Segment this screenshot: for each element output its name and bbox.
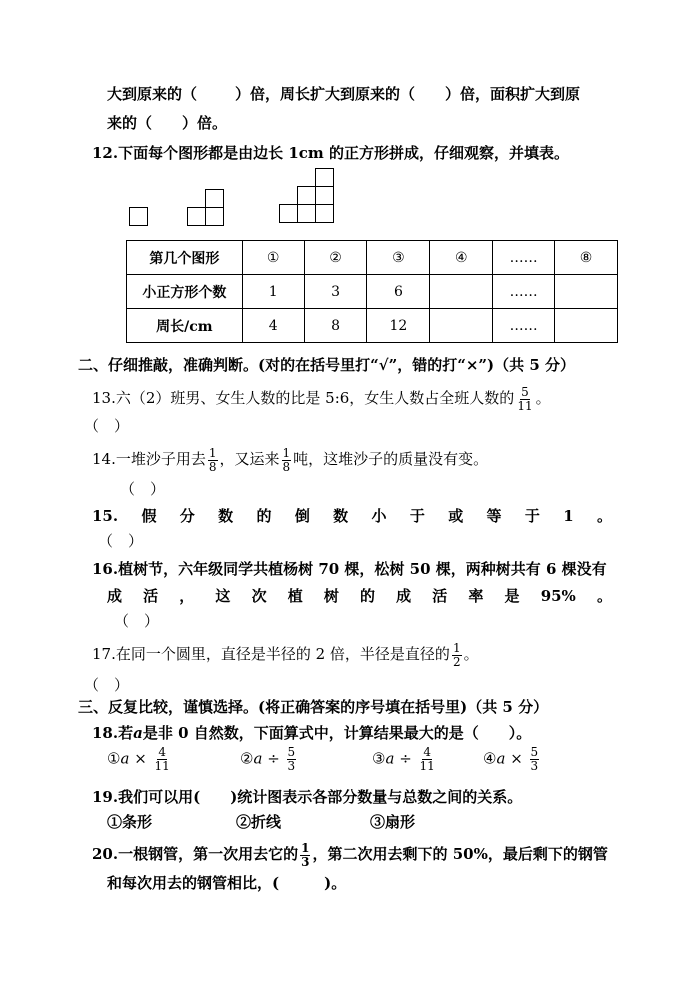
option-var: a — [385, 749, 395, 768]
denominator: 11 — [517, 398, 533, 413]
q14-text-a: 14.一堆沙子用去 — [92, 450, 206, 468]
q15-char: 倒 — [294, 507, 310, 525]
q16-char: 植 — [287, 587, 303, 605]
q11-text-a: 大到原来的（ — [107, 85, 198, 103]
table-header: ③ — [367, 241, 430, 275]
q15-char: 小 — [371, 507, 387, 525]
q18-text-b: 是非 0 自然数，下面算式中，计算结果最大的是（ ）。 — [142, 724, 532, 742]
table-cell: 3 — [304, 275, 367, 309]
q15-char: 分 — [179, 507, 195, 525]
table-row — [127, 309, 618, 343]
numerator: 1 — [208, 445, 217, 460]
section-3-title: 三、反复比较，谨慎选择。(将正确答案的序号填在括号里)（共 5 分） — [78, 698, 549, 716]
q13 — [92, 384, 551, 412]
table-cell: 小正方形个数 — [127, 275, 243, 309]
figure-2-square — [187, 207, 206, 226]
table-header: ② — [304, 241, 367, 275]
numerator: 1 — [282, 445, 291, 460]
q16-line1: 16.植树节，六年级同学共植杨树 70 棵，松树 50 棵，两种树共有 6 棵没有 — [92, 560, 607, 578]
q17-end: 。 — [463, 645, 479, 663]
table-cell: …… — [493, 275, 555, 309]
denominator: 3 — [301, 854, 310, 869]
q18-option-1[interactable] — [107, 746, 173, 773]
q15-answer-paren[interactable]: （ ） — [98, 532, 144, 550]
q16-char: 成 — [107, 587, 123, 605]
fraction — [516, 386, 533, 413]
numerator: 5 — [530, 745, 539, 759]
option-var: a — [253, 749, 263, 768]
q15-char: 假 — [141, 507, 157, 525]
figure-1-square — [129, 207, 148, 226]
q16-char: 的 — [359, 587, 375, 605]
table-row — [127, 275, 618, 309]
fraction — [452, 642, 462, 669]
q16-char: 树 — [323, 587, 339, 605]
option-label: ① — [107, 749, 121, 768]
q14-text-c: 吨，这堆沙子的质量没有变。 — [293, 450, 489, 468]
numerator: 4 — [158, 745, 166, 759]
q17-answer-paren[interactable]: （ ） — [84, 676, 130, 694]
table-cell-blank[interactable] — [555, 309, 618, 343]
q11-line2: 来的（ ）倍。 — [107, 114, 228, 132]
q15-char: 数 — [218, 507, 234, 525]
figure-3-square — [297, 186, 316, 205]
q16-char: 次 — [251, 587, 267, 605]
figure-3-square — [315, 186, 334, 205]
denominator: 3 — [287, 759, 296, 773]
q15-char: 于 — [524, 507, 540, 525]
option-label: ② — [240, 749, 254, 768]
q12-text: 12.下面每个图形都是由边长 1cm 的正方形拼成，仔细观察，并填表。 — [92, 144, 569, 162]
figure-3-square — [315, 168, 334, 187]
table-header: ① — [242, 241, 304, 275]
numerator: 1 — [301, 840, 310, 855]
q11-line1 — [107, 84, 580, 104]
table-header: …… — [493, 241, 555, 275]
denominator: 11 — [154, 759, 170, 773]
q15-char: 15. — [92, 507, 119, 525]
q11-text-b: ）倍，周长扩大到原来的（ — [235, 85, 416, 103]
table-cell: 4 — [242, 309, 304, 343]
times-icon: × — [134, 749, 147, 768]
q16-line2 — [107, 586, 612, 606]
table-header: ⑧ — [555, 241, 618, 275]
q20-text-b: ，第二次用去剩下的 50%，最后剩下的钢管 — [312, 845, 608, 863]
q18 — [92, 723, 531, 743]
numerator: 5 — [521, 384, 529, 399]
divide-icon: ÷ — [399, 749, 412, 768]
q12-table — [126, 240, 618, 343]
divide-icon: ÷ — [267, 749, 280, 768]
q19-option-1[interactable]: ①条形 — [107, 813, 153, 831]
q15-char: 。 — [596, 507, 612, 525]
denominator: 11 — [419, 759, 435, 773]
q16-char: 95% — [540, 587, 576, 605]
table-cell: 8 — [304, 309, 367, 343]
table-header: ④ — [430, 241, 493, 275]
q19-option-2[interactable]: ②折线 — [236, 813, 282, 831]
fraction — [282, 447, 292, 474]
q16-char: ， — [179, 587, 195, 605]
fraction — [300, 842, 310, 869]
q16-char: 。 — [596, 587, 612, 605]
figure-3-square — [297, 204, 316, 223]
q13-answer-paren[interactable]: （ ） — [84, 417, 130, 435]
numerator: 1 — [452, 640, 461, 655]
section-2-title: 二、仔细推敲，准确判断。(对的在括号里打“√”，错的打“×”)（共 5 分） — [78, 356, 576, 374]
table-cell-blank[interactable] — [430, 275, 493, 309]
denominator: 3 — [530, 759, 539, 773]
q14-text-b: ，又运来 — [219, 450, 280, 468]
q15-char: 的 — [256, 507, 272, 525]
option-var: a — [120, 749, 130, 768]
denominator: 8 — [208, 459, 217, 474]
fraction — [154, 746, 171, 773]
denominator: 2 — [452, 654, 461, 669]
q15-char: 数 — [333, 507, 349, 525]
table-cell: 周长/cm — [127, 309, 243, 343]
q16-char: 成 — [396, 587, 412, 605]
numerator: 4 — [423, 745, 431, 759]
table-row — [127, 241, 618, 275]
q13-end: 。 — [535, 389, 551, 407]
q19-text: 19.我们可以用( )统计图表示各部分数量与总数之间的关系。 — [92, 788, 523, 806]
numerator: 5 — [287, 745, 296, 759]
q15 — [92, 506, 612, 526]
q17 — [92, 640, 479, 668]
option-label: ③ — [372, 749, 386, 768]
table-cell: 12 — [367, 309, 430, 343]
q20-line1 — [92, 840, 608, 868]
q14-answer-paren[interactable]: （ ） — [120, 480, 166, 498]
q16-char: 活 — [432, 587, 448, 605]
times-icon: × — [510, 749, 523, 768]
option-var: a — [496, 749, 506, 768]
fraction — [419, 746, 436, 773]
figure-3-square — [315, 204, 334, 223]
q16-char: 率 — [468, 587, 484, 605]
q16-char: 这 — [215, 587, 231, 605]
q20-text-a: 20.一根钢管，第一次用去它的 — [92, 845, 299, 863]
q20-line2: 和每次用去的钢管相比，( )。 — [107, 874, 347, 892]
fraction — [208, 447, 218, 474]
table-header: 第几个图形 — [127, 241, 243, 275]
denominator: 8 — [282, 459, 291, 474]
q16-char: 活 — [143, 587, 159, 605]
q16-char: 是 — [504, 587, 520, 605]
q19-option-3[interactable]: ③扇形 — [370, 813, 416, 831]
fraction — [530, 746, 540, 773]
q13-text: 13.六（2）班男、女生人数的比是 5:6，女生人数占全班人数的 — [92, 389, 515, 407]
figure-2-square — [205, 207, 224, 226]
q14 — [92, 445, 488, 473]
q11-text-c: ）倍，面积扩大到原 — [445, 85, 581, 103]
q17-text: 17.在同一个圆里，直径是半径的 2 倍，半径是直径的 — [92, 645, 450, 663]
table-cell: 1 — [242, 275, 304, 309]
table-cell: 6 — [367, 275, 430, 309]
q15-char: 1 — [563, 507, 574, 525]
table-cell-blank[interactable] — [430, 309, 493, 343]
figure-3-square — [279, 204, 298, 223]
table-cell: …… — [493, 309, 555, 343]
q16-answer-paren[interactable]: （ ） — [114, 612, 160, 630]
option-label: ④ — [483, 749, 497, 768]
fraction — [287, 746, 297, 773]
q18-text-a: 18.若 — [92, 724, 134, 742]
q15-char: 或 — [448, 507, 464, 525]
table-cell-blank[interactable] — [555, 275, 618, 309]
q15-char: 等 — [486, 507, 502, 525]
q15-char: 于 — [409, 507, 425, 525]
q18-option-2[interactable] — [240, 746, 298, 773]
q18-var: a — [133, 724, 143, 742]
q18-option-4[interactable] — [483, 746, 541, 773]
q18-option-3[interactable] — [372, 746, 438, 773]
figure-2-square — [205, 189, 224, 208]
